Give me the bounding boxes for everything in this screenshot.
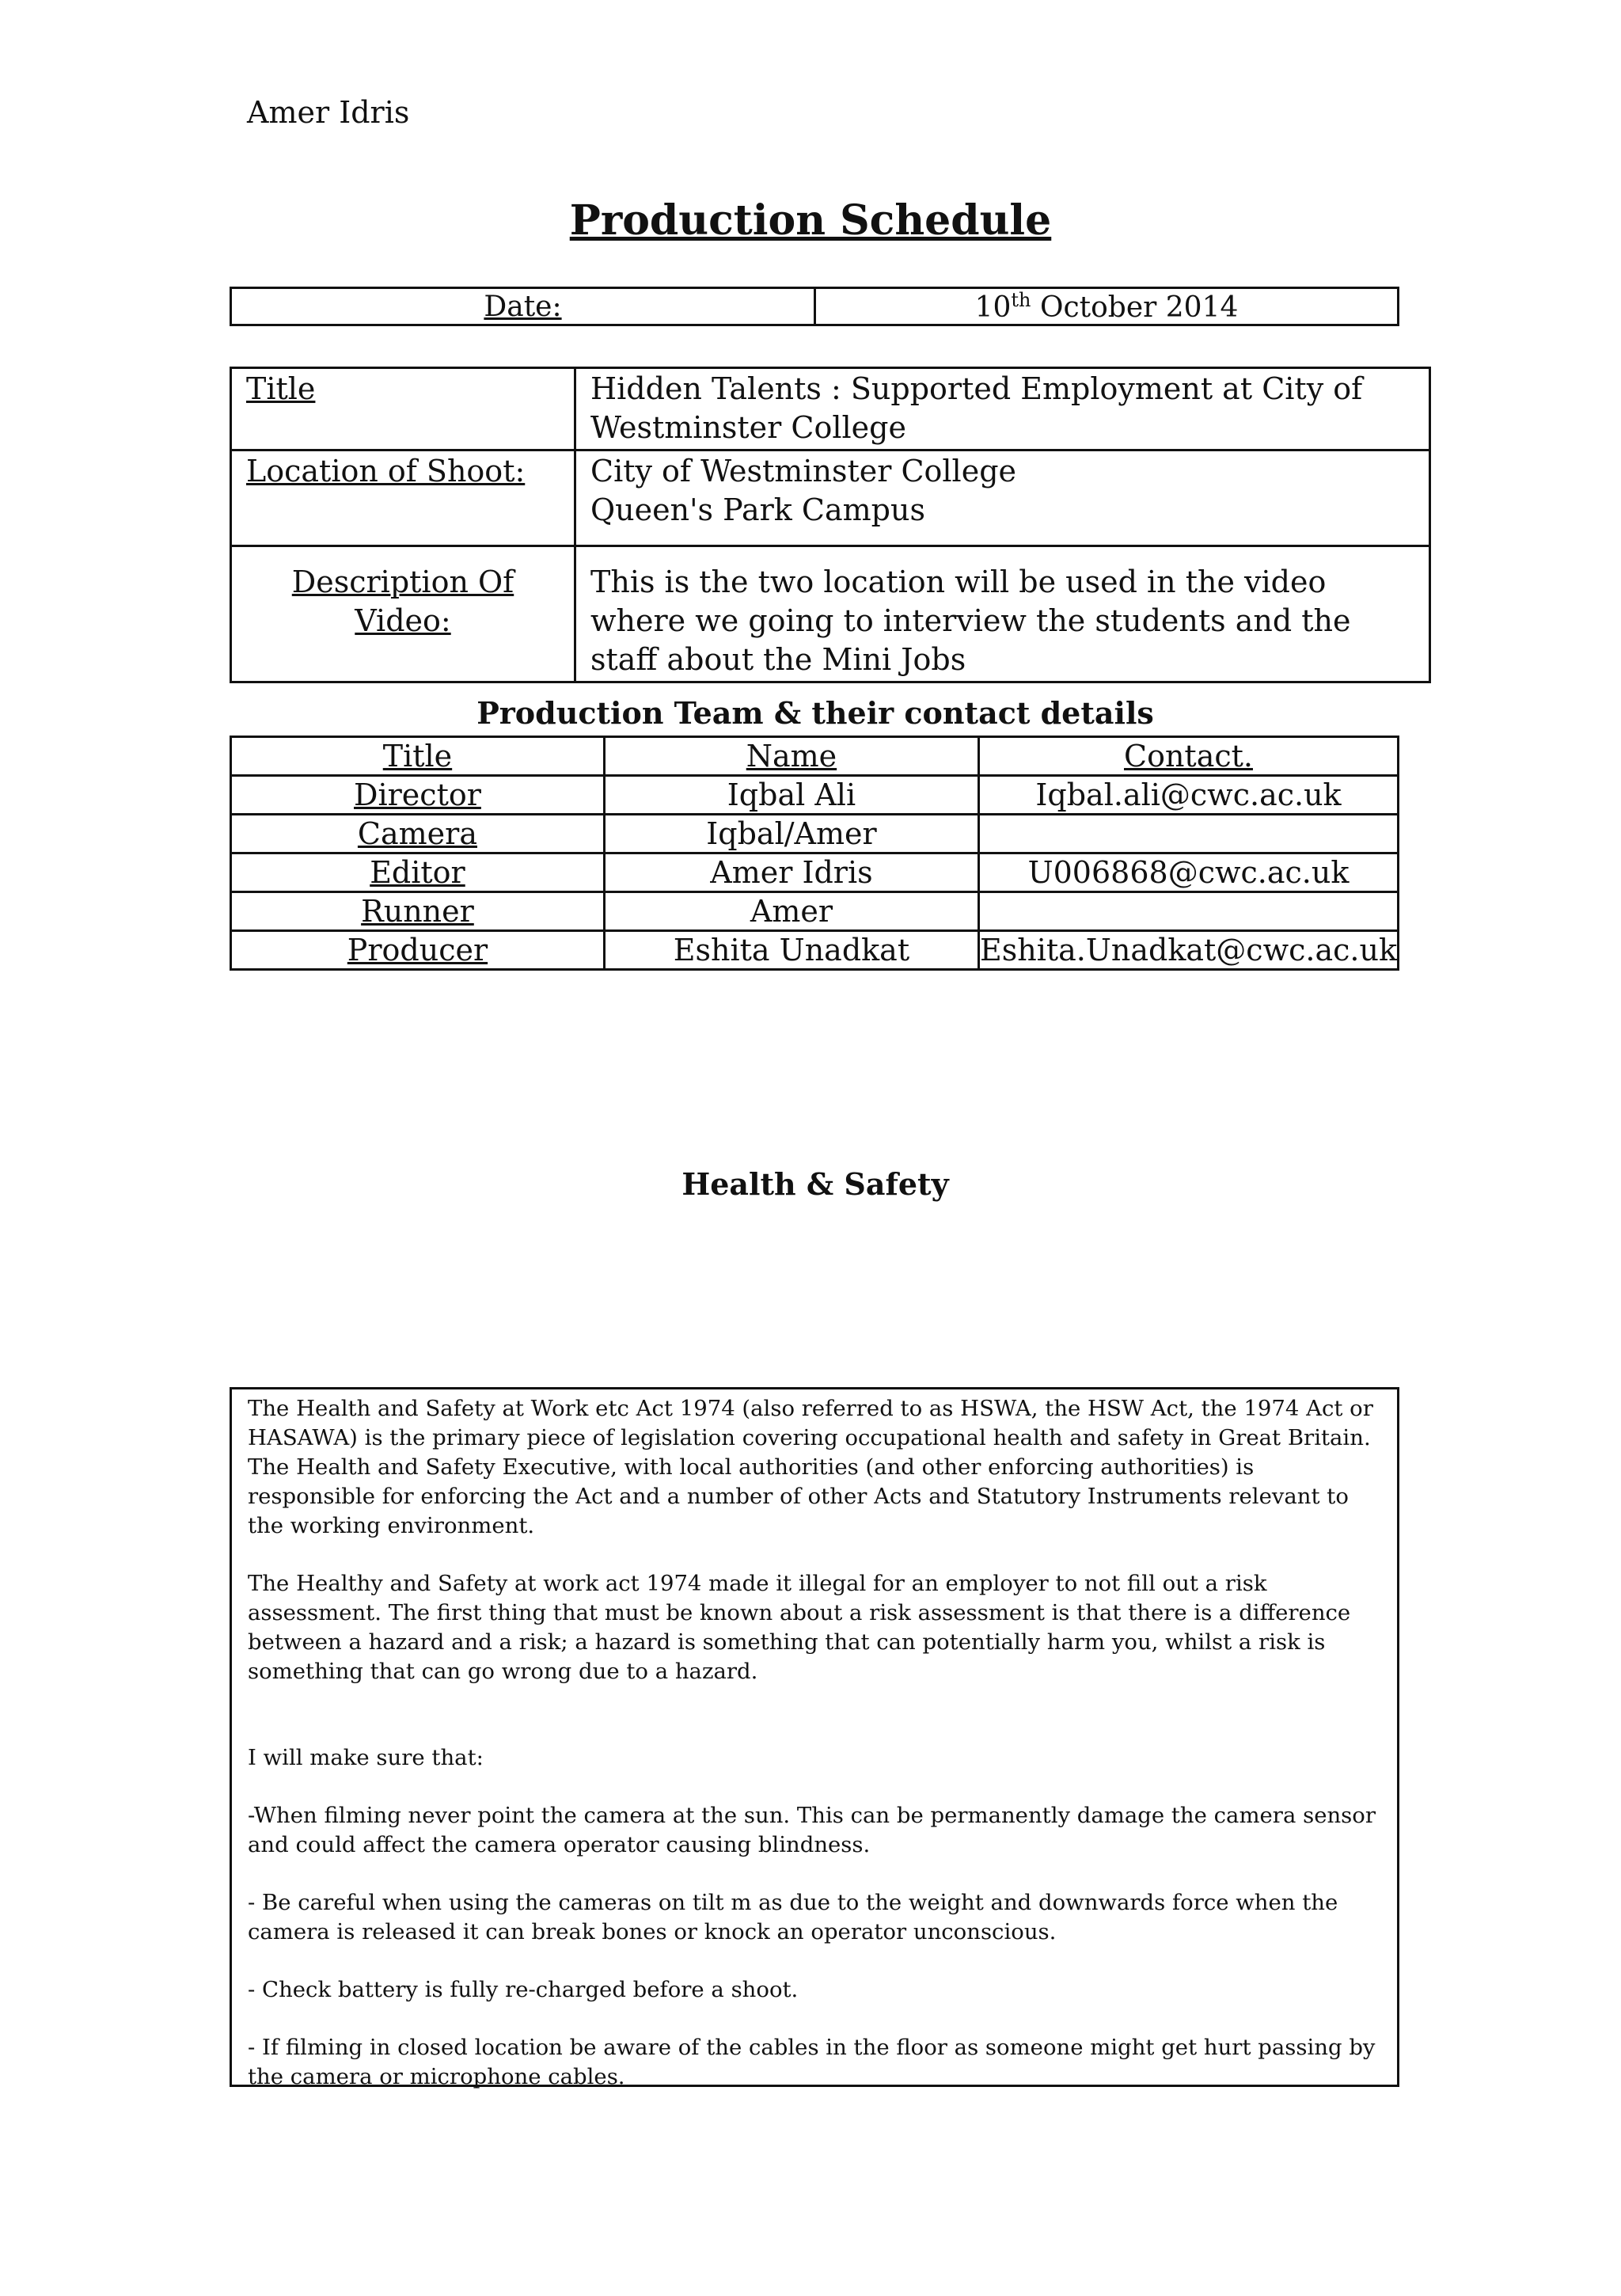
location-value: City of Westminster College Queen's Park Campus — [575, 450, 1430, 546]
table-row — [231, 931, 1399, 970]
table-row — [231, 892, 1399, 931]
hs-paragraph-2: The Healthy and Safety at work act 1974 made it illegal for an employer to not fill out a risk assessment. The first thing that must be known about a risk assessment is that there is a difference between a hazard and a risk; a hazard is something that can potentially harm you, whilst a risk is something that can go wrong due to a hazard. — [248, 1571, 1351, 1684]
team-contact: Iqbal.ali@cwc.ac.uk — [979, 776, 1399, 815]
page-title: Production Schedule — [569, 196, 1052, 245]
team-name: Eshita Unadkat — [604, 931, 978, 970]
production-info-table — [230, 367, 1431, 683]
team-role: Producer — [231, 931, 605, 970]
team-contact: U006868@cwc.ac.uk — [979, 853, 1399, 892]
hs-paragraph-1: The Health and Safety at Work etc Act 1974 (also referred to as HSWA, the HSW Act, the 1974 Act or HASAWA) is the primary piece of legislation covering occupational health and safety in Great Britain. The Health and Safety Executive, with local authorities (and other enforcing authorities) is responsible for enforcing the Act and a number of other Acts and Statutory Instruments relevant to the working environment. — [248, 1396, 1373, 1538]
date-value: 10th October 2014 — [815, 288, 1399, 325]
description-value: This is the two location will be used in the video where we going to interview the students and the staff about the Mini Jobs — [575, 546, 1430, 682]
column-header: Contact. — [979, 737, 1399, 776]
team-contact — [979, 815, 1399, 853]
team-table — [230, 736, 1399, 971]
table-row — [231, 815, 1399, 853]
hs-item-1: -When filming never point the camera at the sun. This can be permanently damage the camera sensor and could affect the camera operator causing blindness. — [248, 1803, 1376, 1857]
team-role: Editor — [231, 853, 605, 892]
team-contact — [979, 892, 1399, 931]
team-name: Amer — [604, 892, 978, 931]
author-name: Amer Idris — [247, 95, 410, 130]
team-heading: Production Team & their contact details — [476, 695, 1154, 731]
hs-intro: I will make sure that: — [248, 1745, 484, 1770]
title-label: Title — [231, 368, 575, 450]
hs-item-4: - If filming in closed location be aware of the cables in the floor as someone might get hurt passing by the camera or microphone cables. — [248, 2035, 1376, 2089]
team-role: Runner — [231, 892, 605, 931]
location-label: Location of Shoot: — [231, 450, 575, 546]
table-row — [231, 776, 1399, 815]
description-label: Description Of Video: — [231, 546, 575, 682]
health-safety-box — [230, 1387, 1399, 2087]
title-value: Hidden Talents : Supported Employment at City of Westminster College — [575, 368, 1430, 450]
team-name: Iqbal/Amer — [604, 815, 978, 853]
team-header-row — [231, 737, 1399, 776]
team-contact: Eshita.Unadkat@cwc.ac.uk — [979, 931, 1399, 970]
hs-item-2: - Be careful when using the cameras on tilt m as due to the weight and downwards force when the camera is released it can break bones or knock an operator unconscious. — [248, 1890, 1338, 1944]
team-name: Amer Idris — [604, 853, 978, 892]
health-safety-heading: Health & Safety — [681, 1166, 949, 1202]
team-role: Director — [231, 776, 605, 815]
hs-item-3: - Check battery is fully re-charged before a shoot. — [248, 1977, 799, 2002]
column-header: Name — [604, 737, 978, 776]
table-row — [231, 853, 1399, 892]
team-name: Iqbal Ali — [604, 776, 978, 815]
date-label: Date: — [231, 288, 815, 325]
date-table — [230, 287, 1399, 326]
column-header: Title — [231, 737, 605, 776]
team-role: Camera — [231, 815, 605, 853]
